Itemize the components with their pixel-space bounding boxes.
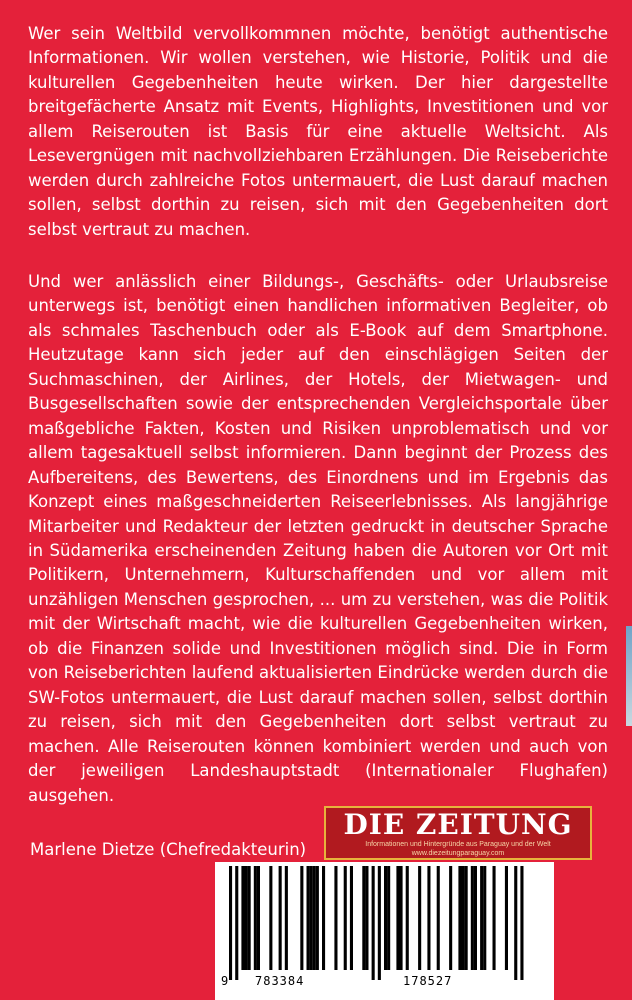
die-zeitung-logo bbox=[324, 806, 592, 860]
barcode-bar bbox=[474, 866, 477, 970]
barcode-bar bbox=[254, 866, 257, 970]
barcode-bar bbox=[322, 866, 325, 970]
barcode-bar bbox=[505, 866, 508, 970]
barcode-bar bbox=[387, 866, 390, 970]
barcode-first-digit: 9 bbox=[221, 974, 230, 988]
isbn-barcode bbox=[215, 862, 554, 1000]
barcode-bar bbox=[241, 866, 244, 970]
barcode-bar bbox=[300, 866, 303, 970]
barcode-bar bbox=[310, 866, 313, 970]
barcode-bar bbox=[316, 866, 319, 970]
logo-tagline: Informationen und Hintergründe aus Paraguay und der Welt bbox=[365, 841, 551, 848]
barcode-bar bbox=[235, 866, 238, 980]
barcode-bar bbox=[520, 866, 523, 980]
barcode-bar bbox=[458, 866, 461, 970]
intro-paragraph: Wer sein Weltbild vervollkommnen möchte, benötigt authentische Informationen. Wir wollen verstehen, wie Historie, Politik und die kulturellen Gegebenheiten heute wirken. Der hier dargestellte breitgefächerte Ansatz mit Events, Highlights, Investitionen und vor allem Reiserouten ist Basis für eine aktuelle Weltsicht. Als Lesevergnügen mit nachvollziehbaren Erzählungen. Die Reiseberichte werden durch zahlreiche Fotos untermauert, die Lust darauf machen sollen, selbst dorthin zu reisen, sich mit den Gegebenheiten dort selbst vertraut zu machen. bbox=[28, 24, 608, 239]
cover-edge-photo-sliver bbox=[626, 626, 632, 726]
barcode-bar bbox=[279, 866, 282, 970]
barcode-bar bbox=[285, 866, 288, 970]
barcode-bar bbox=[480, 866, 483, 970]
barcode-bar bbox=[269, 866, 272, 970]
barcode-bar bbox=[449, 866, 452, 970]
barcode-bar bbox=[493, 866, 496, 970]
barcode-bar bbox=[350, 866, 353, 970]
barcode-bar bbox=[334, 866, 337, 970]
barcode-bar bbox=[406, 866, 409, 970]
barcode-bar bbox=[514, 866, 517, 980]
barcode-left-digits: 783384 bbox=[255, 974, 305, 988]
barcode-bar bbox=[307, 866, 310, 970]
barcode-bar bbox=[427, 866, 430, 970]
barcode-bar bbox=[344, 866, 347, 970]
main-paragraph: Und wer anlässlich einer Bildungs-, Geschäfts- oder Urlaubsreise unterwegs ist, benötigt einen handlichen informativen Begleiter, ob als schmales Taschenbuch oder als E-Book auf dem Smartphone. Heutzutage kann sich jeder auf den einschlägigen Seiten der Suchmaschinen, der Airlines, der Hotels, der Mietwagen- und Busgesellschaften sowie der entsprechenden Vergleichsportale über maßgebliche Fakten, Kosten und Risiken unproblematisch und vor allem tagesaktuell selbst informieren. Dann beginnt der Prozess des Aufbereitens, des Bewertens, des Einordnens und im Ergebnis das Konzept eines maßgeschneiderten Reiseerlebnisses. Als langjährige Mitarbeiter und Redakteur der letzten gedruckt in deutscher Sprache in Südamerika erscheinenden Zeitung haben die Autoren vor Ort mit Politikern, Unternehmern, Kulturschaffenden und vor allem mit unzähligen Menschen gesprochen, ... um zu verstehen, was die Politik mit der Wirtschaft macht, wie die kulturellen Gegebenheiten wirken, ob die Finanzen solide und Investitionen möglich sind. Die in Form von Reiseberichten laufend aktualisierten Eindrücke werden durch die SW-Fotos untermauert, die Lust darauf machen sollen, selbst dorthin zu reisen, sich mit den Gegebenheiten dort selbst vertraut zu machen. Alle Reiserouten können kombiniert werden und auch von der jeweiligen Landeshauptstadt (Internationaler Flughafen) ausgehen. bbox=[28, 272, 608, 805]
barcode-bar bbox=[396, 866, 399, 970]
barcode-bar bbox=[437, 866, 440, 970]
barcode-right-digits: 178527 bbox=[403, 974, 453, 988]
barcode-bar bbox=[483, 866, 486, 970]
barcode-bar bbox=[372, 866, 375, 980]
barcode-bar bbox=[471, 866, 474, 970]
barcode-bar bbox=[257, 866, 260, 970]
author-signature: Marlene Dietze (Chefredakteurin) bbox=[30, 840, 307, 859]
barcode-bar bbox=[362, 866, 365, 970]
barcode-bar bbox=[465, 866, 468, 970]
barcode-bar bbox=[400, 866, 403, 970]
barcode-bar bbox=[365, 866, 368, 970]
logo-title: DIE ZEITUNG bbox=[343, 808, 573, 841]
barcode-bar bbox=[248, 866, 251, 970]
barcode-bar bbox=[229, 866, 232, 980]
barcode-bar bbox=[378, 866, 381, 980]
barcode-bar bbox=[384, 866, 387, 970]
barcode-bar bbox=[418, 866, 421, 970]
barcode-bar bbox=[313, 866, 316, 970]
logo-url: www.diezeitungparaguay.com bbox=[411, 850, 505, 857]
barcode-bar bbox=[245, 866, 248, 970]
barcode-bar bbox=[462, 866, 465, 970]
